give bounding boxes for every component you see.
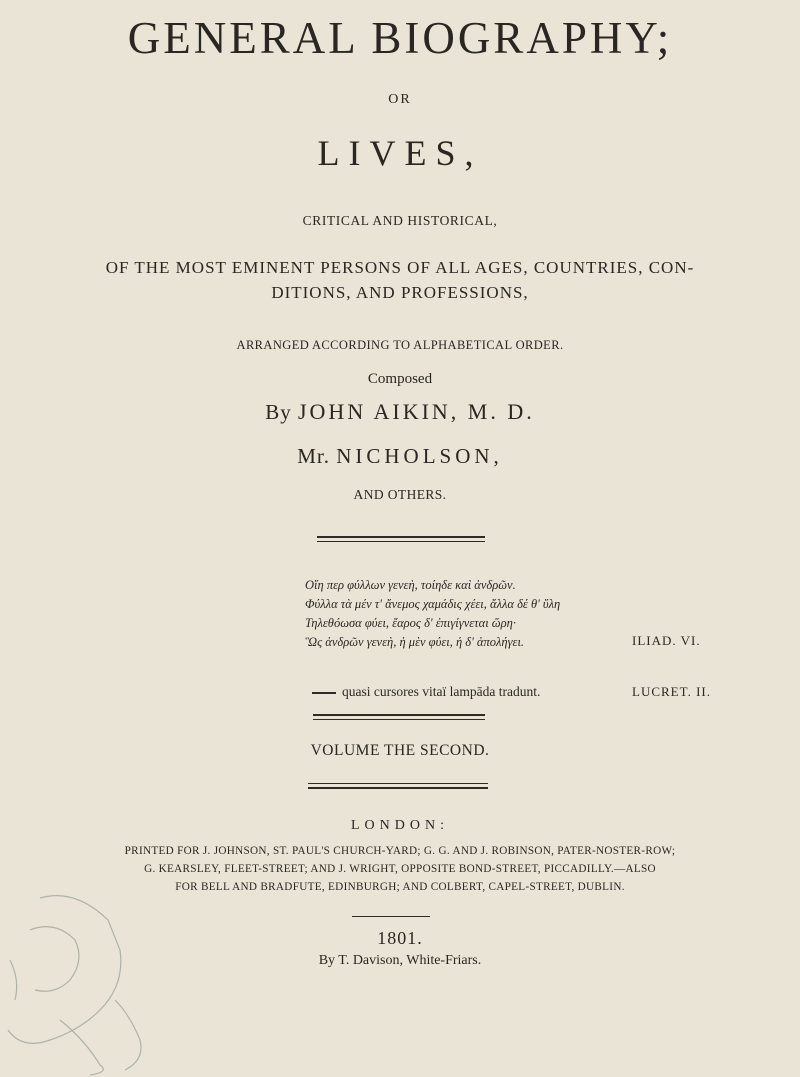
volume-label: VOLUME THE SECOND. [310,742,490,759]
library-stamp-mark [0,890,165,1077]
imprint-city: LONDON: [351,818,449,833]
imprint-line-2: G. KEARSLEY, FLEET-STREET; AND J. WRIGHT, OPPOSITE BOND-STREET, PICCADILLY.—ALSO [144,863,656,875]
imprint-line-1: PRINTED FOR J. JOHNSON, ST. PAUL'S CHURCH-YARD; G. G. AND J. ROBINSON, PATER-NOSTER-ROW; [124,845,676,857]
latin-epigraph-text: quasi cursores vitaï lampāda tradunt. [342,684,541,699]
divider-rule-mid-thick [313,714,485,716]
publication-year: 1801. [377,928,423,948]
main-title: GENERAL BIOGRAPHY; [127,13,673,63]
author-name-2: NICHOLSON, [336,444,503,468]
latin-epigraph-source: LUCRET. II. [632,684,711,699]
latin-epigraph [312,684,540,700]
description-line-1: OF THE MOST EMINENT PERSONS OF ALL AGES, COUNTRIES, CON- [105,258,695,277]
divider-rule-top-thin [317,541,485,542]
epigraph-dash [312,692,336,694]
subtitle: CRITICAL AND HISTORICAL, [302,213,498,228]
divider-rule-bottom-thin [308,783,488,784]
divider-rule-bottom-thick [308,787,488,789]
divider-rule-mid-thin [313,719,485,720]
printer-line: By T. Davison, White-Friars. [318,953,482,968]
lives-title: LIVES, [317,133,483,173]
greek-epigraph-source: ILIAD. VI. [632,633,701,648]
author-byline-1 [0,399,800,425]
greek-epigraph-line: Τηλεθόωσα φύει, ἔαρος δ' ἐπιγίγνεται ὥρη· [305,616,516,630]
author-name-1: JOHN AIKIN, M. D. [297,399,535,424]
author-byline-2 [0,444,800,469]
greek-epigraph-line: Ὣς ἀνδρῶν γενεὴ, ἡ μὲν φύει, ἡ δ' ἀπολήγει. [305,635,525,649]
divider-rule-top-thick [317,536,485,538]
composed-label: Composed [367,371,433,387]
by-label: By [265,400,292,424]
mr-label: Mr. [297,444,330,468]
description-line-2: DITIONS, AND PROFESSIONS, [271,283,529,302]
arrangement-note: ARRANGED ACCORDING TO ALPHABETICAL ORDER. [236,338,564,352]
year-rule [352,916,430,917]
others-label: AND OTHERS. [353,487,447,502]
imprint-line-3: FOR BELL AND BRADFUTE, EDINBURGH; AND COLBERT, CAPEL-STREET, DUBLIN. [175,881,625,893]
greek-epigraph-line: Φύλλα τὰ μέν τ' ἄνεμος χαμάδις χέει, ἄλλα δέ θ' ὕλη [305,597,561,611]
or-label: OR [388,92,412,107]
greek-epigraph-line: Οἵη περ φύλλων γενεὴ, τοίηδε καὶ ἀνδρῶν. [305,578,516,592]
